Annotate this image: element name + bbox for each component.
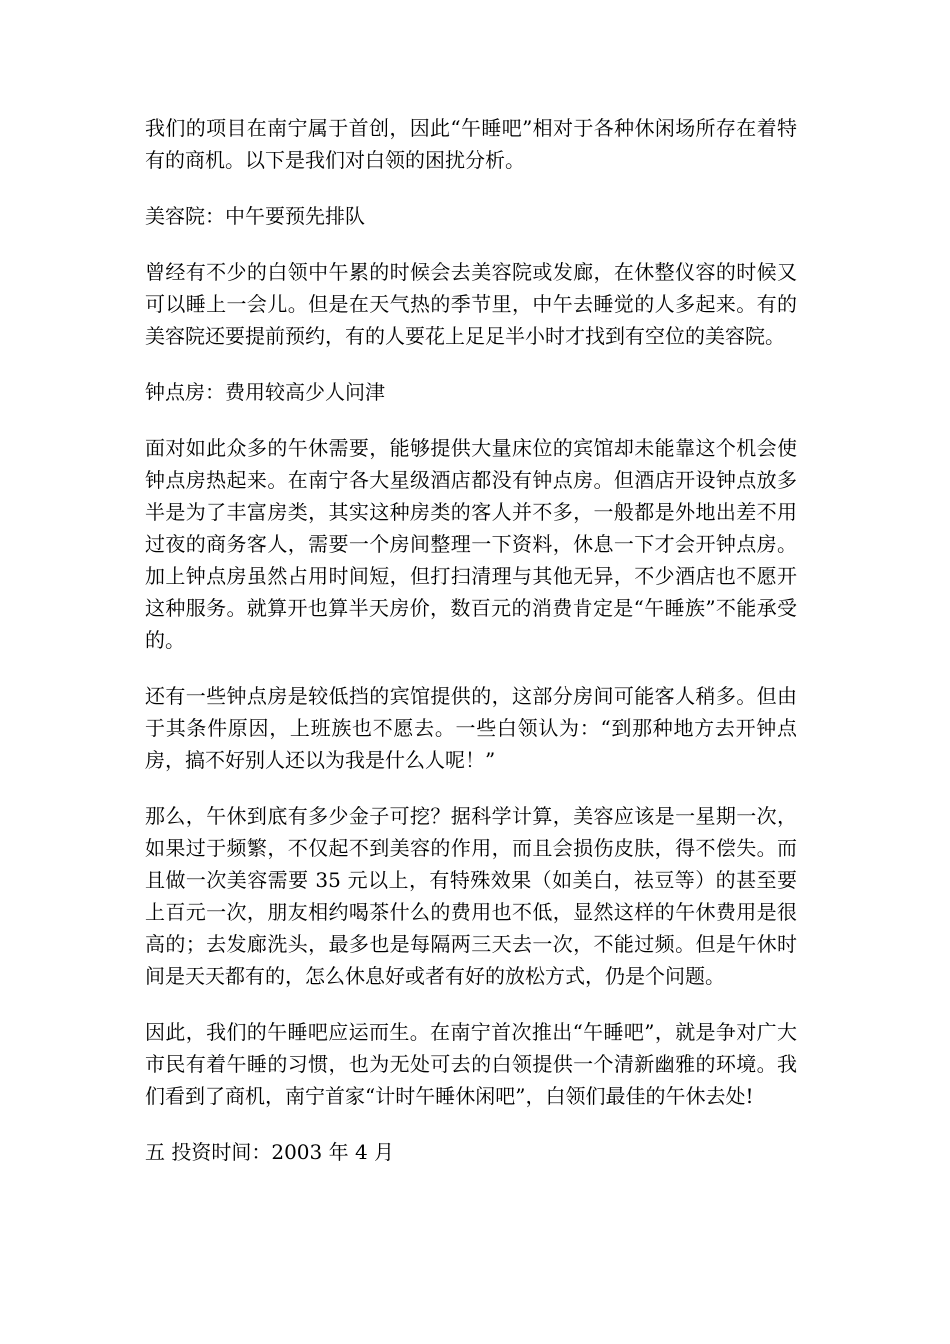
cost-analysis-paragraph: 那么，午休到底有多少金子可挖？据科学计算，美容应该是一星期一次，如果过于频繁，不仅起不到美容的作用，而且会损伤皮肤，得不偿失。而且做一次美容需要 35 元以上，有特殊效果（如美白，祛豆等）的甚至要上百元一次，朋友相约喝茶什么的费用也不低，显然这样的午休费用是很高的；去发廊洗头，最多也是每隔两三天去一次，不能过频。但是午休时间是天天都有的，怎么休息好或者有好的放松方式，仍是个问题。 <box>145 804 797 988</box>
conclusion-paragraph: 因此，我们的午睡吧应运而生。在南宁首次推出“午睡吧”，就是争对广大市民有着午睡的习惯，也为无处可去的白领提供一个清新幽雅的环境。我们看到了商机，南宁首家“计时午睡休闲吧”，白领们最佳的午休去处! <box>145 1020 797 1108</box>
section-heading-hourly-room: 钟点房：费用较高少人问津 <box>145 380 385 404</box>
low-end-hotel-paragraph: 还有一些钟点房是较低挡的宾馆提供的，这部分房间可能客人稍多。但由于其条件原因，上班族也不愿去。一些白领认为：“到那种地方去开钟点房，搞不好别人还以为我是什么人呢！” <box>145 684 797 772</box>
investment-time-heading: 五 投资时间：2003 年 4 月 <box>145 1140 395 1164</box>
hourly-room-paragraph: 面对如此众多的午休需要，能够提供大量床位的宾馆却未能靠这个机会使钟点房热起来。在南宁各大星级酒店都没有钟点房。但酒店开设钟点放多半是为了丰富房类，其实这种房类的客人并不多，一般都是外地出差不用过夜的商务客人，需要一个房间整理一下资料，休息一下才会开钟点房。加上钟点房虽然占用时间短，但打扫清理与其他无异，不少酒店也不愿开这种服务。就算开也算半天房价，数百元的消费肯定是“午睡族”不能承受的。 <box>145 436 797 652</box>
document-body <box>145 112 797 1192</box>
section-heading-beauty-salon: 美容院：中午要预先排队 <box>145 204 365 228</box>
intro-paragraph: 我们的项目在南宁属于首创，因此“午睡吧”相对于各种休闲场所存在着特有的商机。以下是我们对白领的困扰分析。 <box>145 116 797 172</box>
beauty-salon-paragraph: 曾经有不少的白领中午累的时候会去美容院或发廊，在休整仪容的时候又可以睡上一会儿。但是在天气热的季节里，中午去睡觉的人多起来。有的美容院还要提前预约，有的人要花上足足半小时才找到有空位的美容院。 <box>145 260 797 348</box>
